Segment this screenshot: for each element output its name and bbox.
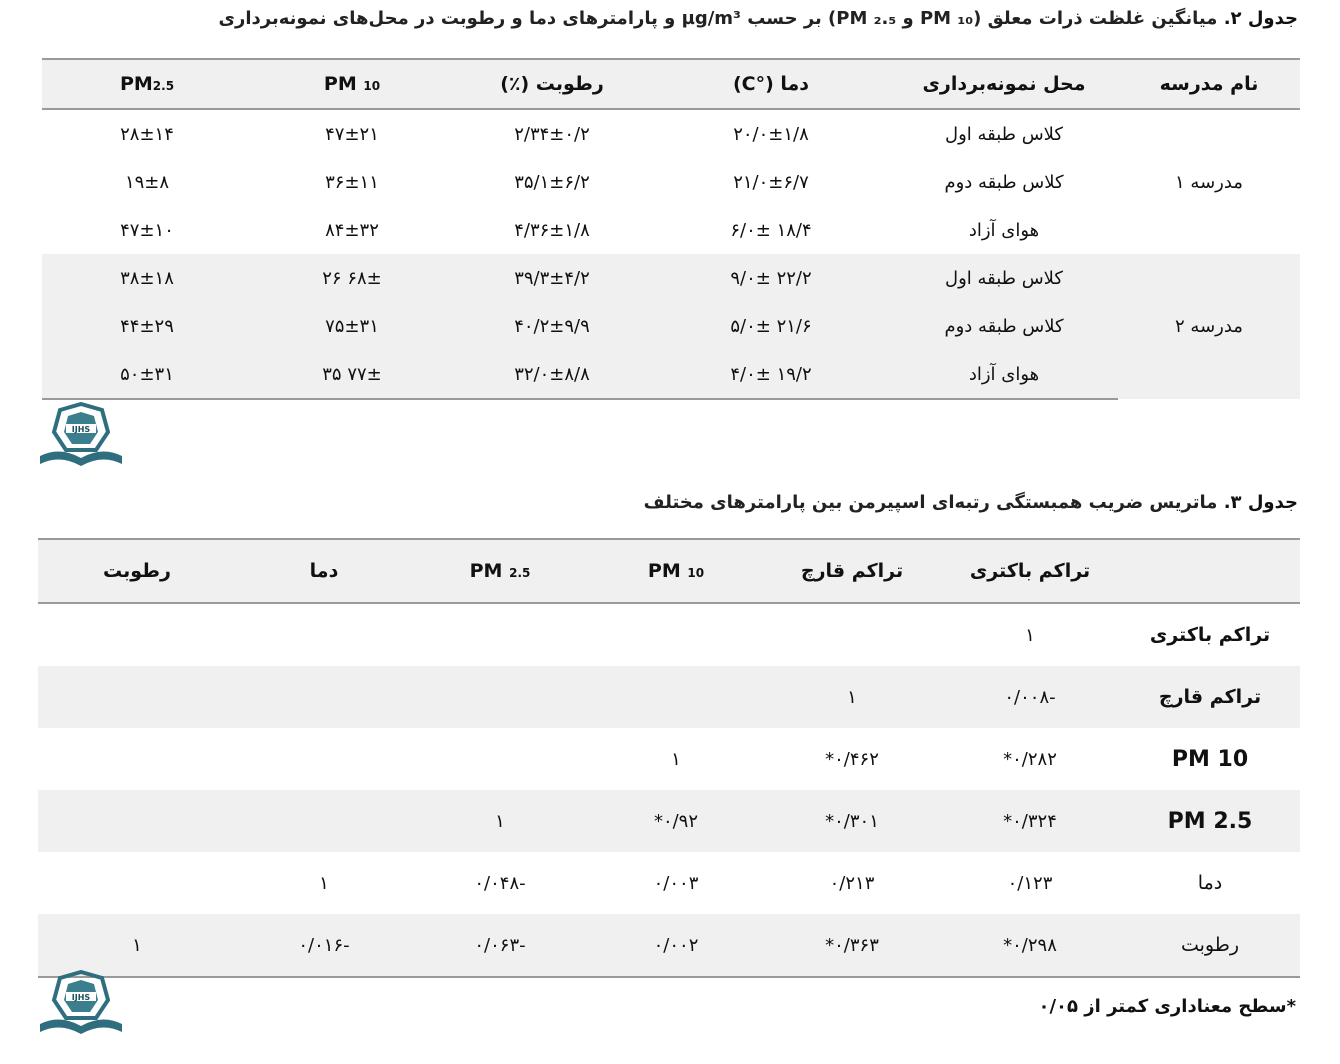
location-cell: هوای آزاد <box>890 206 1118 254</box>
table2-caption-text: میانگین غلظت ذرات معلق (PM ₁₀ و PM ₂.₅) بر حسب µg/m³ و پارامترهای دما و رطوبت در محل‌های نمونه‌برداری <box>218 8 1218 29</box>
temp-cell: ۲۱/۶ ۰±/۵ <box>652 302 890 350</box>
temp-cell: ۲۱/۰±۶/۷ <box>652 158 890 206</box>
table3-caption-text: ماتریس ضریب همبستگی رتبه‌ای اسپیرمن بین پارامترهای مختلف <box>643 492 1218 513</box>
header-location: محل نمونه‌برداری <box>890 59 1118 109</box>
corr-cell <box>412 666 588 728</box>
corr-cell: ۱ <box>764 666 940 728</box>
row-label: PM 2.5 <box>1120 790 1300 852</box>
pm10-cell: ۴۷±۲۱ <box>252 109 452 158</box>
table-row <box>42 158 1300 206</box>
corr-cell: ۱ <box>412 790 588 852</box>
pm-concentration-table <box>42 58 1300 400</box>
corr-cell: ۰/۲۱۳ <box>829 872 875 894</box>
corr-cell <box>38 852 236 914</box>
table3-caption <box>644 492 1298 513</box>
location-cell: کلاس طبقه اول <box>890 109 1118 158</box>
table-row <box>38 603 1300 666</box>
journal-logo <box>38 970 124 1036</box>
corr-cell: -۰/۰۴۸ <box>474 872 526 894</box>
corr-cell <box>236 666 412 728</box>
header-humidity: رطوبت (٪) <box>452 59 652 109</box>
pm10-cell: ۶۸± ۲۶ <box>252 254 452 302</box>
header-pm25: PM2.5 <box>42 59 252 109</box>
humidity-cell: ۳۵/۱±۶/۲ <box>452 158 652 206</box>
temp-cell: ۲۰/۰±۱/۸ <box>652 109 890 158</box>
table2-caption-lead: جدول ۲. <box>1223 8 1298 29</box>
spearman-correlation-table <box>38 538 1300 978</box>
corr-cell <box>588 603 764 666</box>
location-cell: کلاس طبقه دوم <box>890 158 1118 206</box>
table-header-row <box>38 539 1300 603</box>
humidity-cell: ۴۰/۲±۹/۹ <box>452 302 652 350</box>
pm25-cell: ۳۸±۱۸ <box>42 254 252 302</box>
corr-cell: -۰/۰۱۶ <box>236 914 412 977</box>
pm25-cell: ۴۷±۱۰ <box>42 206 252 254</box>
corr-cell <box>38 666 236 728</box>
header-bacteria: تراکم باکتری <box>940 539 1120 603</box>
corr-cell <box>588 666 764 728</box>
table-header-row <box>42 59 1300 109</box>
corr-cell: -۰/۰۰۸ <box>940 666 1120 728</box>
header-pm10: PM 10 <box>588 539 764 603</box>
journal-logo <box>38 402 124 468</box>
row-label: تراکم قارچ <box>1120 666 1300 728</box>
corr-cell <box>38 790 236 852</box>
table-row <box>42 302 1300 350</box>
corr-cell <box>236 728 412 790</box>
location-cell: کلاس طبقه اول <box>890 254 1118 302</box>
header-humidity: رطوبت <box>38 539 236 603</box>
corr-cell: ۰/۳۶۳* <box>764 914 940 977</box>
row-label: رطوبت <box>1120 914 1300 977</box>
pm25-cell: ۴۴±۲۹ <box>42 302 252 350</box>
header-pm10: PM 10 <box>252 59 452 109</box>
corr-cell: -۰/۰۶۳ <box>412 914 588 977</box>
corr-cell: ۱ <box>38 914 236 977</box>
corr-cell <box>764 603 940 666</box>
logo-text: IJHS <box>71 993 91 1002</box>
pm25-cell: ۲۸±۱۴ <box>42 109 252 158</box>
school-name: مدرسه ۱ <box>1118 109 1300 254</box>
corr-cell: ۰/۳۲۴* <box>940 790 1120 852</box>
corr-cell <box>38 603 236 666</box>
school-1-group <box>42 109 1300 254</box>
humidity-cell: ۲/۳۴±۰/۲ <box>452 109 652 158</box>
pm10-cell: ۷۷± ۳۵ <box>252 350 452 399</box>
humidity-cell: ۳۹/۳±۴/۲ <box>452 254 652 302</box>
corr-cell <box>236 790 412 852</box>
header-corner <box>1120 539 1300 603</box>
table-row <box>38 790 1300 852</box>
row-label: PM 10 <box>1171 746 1249 772</box>
pm10-cell: ۷۵±۳۱ <box>252 302 452 350</box>
corr-cell: ۰/۳۰۱* <box>764 790 940 852</box>
school-2-group <box>42 254 1300 399</box>
corr-cell: ۰/۲۸۲* <box>1003 748 1057 770</box>
corr-cell: ۱ <box>319 872 329 894</box>
pm10-cell: ۳۶±۱۱ <box>252 158 452 206</box>
temp-cell: ۱۸/۴ ۰±/۶ <box>652 206 890 254</box>
temp-cell: ۲۲/۲ ۰±/۹ <box>652 254 890 302</box>
humidity-cell: ۳۲/۰±۸/۸ <box>452 350 652 399</box>
corr-cell: ۰/۲۹۸* <box>940 914 1120 977</box>
table-row <box>42 109 1300 158</box>
corr-cell <box>38 728 236 790</box>
corr-cell: ۰/۰۰۲ <box>588 914 764 977</box>
header-fungi: تراکم قارچ <box>764 539 940 603</box>
corr-cell <box>236 603 412 666</box>
header-temp: دما <box>236 539 412 603</box>
school-name: مدرسه ۲ <box>1118 254 1300 399</box>
header-temp: دما (°C) <box>652 59 890 109</box>
header-pm25: PM 2.5 <box>412 539 588 603</box>
corr-cell: ۰/۹۲* <box>588 790 764 852</box>
table-row <box>38 914 1300 977</box>
corr-cell: ۱ <box>671 748 681 770</box>
table-row <box>38 852 1300 914</box>
significance-footnote: *سطح معناداری کمتر از ۰/۰۵ <box>1038 996 1296 1017</box>
table-row <box>42 206 1300 254</box>
table-row <box>38 666 1300 728</box>
table2-caption <box>219 8 1298 29</box>
table-row <box>42 254 1300 302</box>
humidity-cell: ۴/۳۶±۱/۸ <box>452 206 652 254</box>
corr-cell: ۱ <box>1025 624 1035 646</box>
table3-caption-lead: جدول ۳. <box>1223 492 1298 513</box>
corr-cell <box>412 603 588 666</box>
location-cell: کلاس طبقه دوم <box>890 302 1118 350</box>
row-label: دما <box>1197 872 1223 894</box>
table-row <box>38 728 1300 790</box>
corr-cell: ۰/۴۶۲* <box>825 748 879 770</box>
row-label: تراکم باکتری <box>1149 624 1271 646</box>
header-school: نام مدرسه <box>1118 59 1300 109</box>
pm25-cell: ۵۰±۳۱ <box>42 350 252 399</box>
temp-cell: ۱۹/۲ ۰±/۴ <box>652 350 890 399</box>
corr-cell: ۰/۱۲۳ <box>1007 872 1053 894</box>
corr-cell <box>412 728 588 790</box>
table-row <box>42 350 1300 399</box>
logo-text: IJHS <box>71 425 91 434</box>
pm10-cell: ۸۴±۳۲ <box>252 206 452 254</box>
corr-cell: ۰/۰۰۳ <box>653 872 699 894</box>
location-cell: هوای آزاد <box>890 350 1118 399</box>
pm25-cell: ۱۹±۸ <box>42 158 252 206</box>
